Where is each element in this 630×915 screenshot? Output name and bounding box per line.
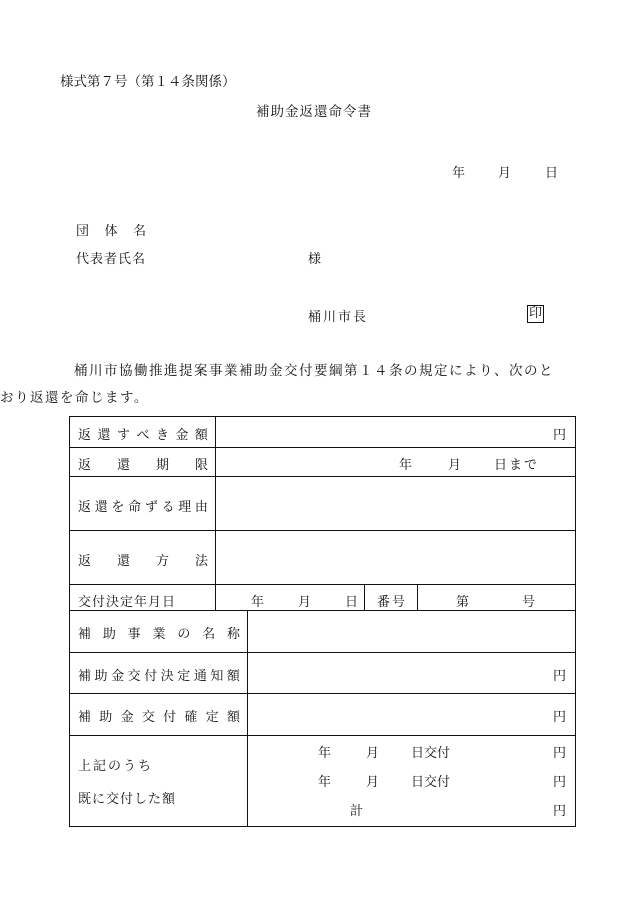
number-dai: 第: [456, 595, 470, 610]
paid-label-line-1: 上記のうち: [78, 759, 154, 774]
paid-2-year: 年: [318, 775, 332, 790]
paid-total-yen: 円: [553, 804, 567, 819]
paid-1-day: 日交付: [411, 746, 451, 761]
paid-1-year: 年: [318, 746, 332, 761]
deadline-day: 日まで: [494, 458, 540, 473]
notice-amount-label: 補 助 金 交 付 決 定 通 知 額: [78, 669, 240, 684]
issuer-name: 桶川市長: [308, 310, 369, 325]
paid-2-yen: 円: [553, 775, 567, 790]
paid-1-month: 月: [366, 746, 380, 761]
representative-name-label: 代表者氏名: [76, 252, 147, 267]
refund-amount-yen: 円: [553, 428, 567, 443]
number-go: 号: [522, 595, 536, 610]
date-month-label: 月: [498, 166, 512, 181]
project-name-label: 補 助 事 業 の 名 称: [78, 627, 240, 642]
number-label: 番号: [377, 595, 408, 610]
paid-2-day: 日交付: [411, 775, 451, 790]
seal-mark: 印: [529, 306, 543, 321]
date-year-label: 年: [452, 166, 466, 181]
group-name-label: 団 体 名: [76, 224, 146, 239]
deadline-label: 返 還 期 限: [78, 458, 208, 473]
paid-1-yen: 円: [553, 746, 567, 761]
decision-date-label: 交付決定年月日: [78, 595, 177, 610]
body-line-1: 桶川市協働推進提案事業補助金交付要綱第１４条の規定により、次のと: [74, 363, 554, 379]
refund-table: [69, 416, 576, 827]
deadline-month: 月: [448, 458, 462, 473]
confirmed-amount-yen: 円: [553, 710, 567, 725]
method-label: 返 還 方 法: [78, 554, 208, 569]
paid-total-label: 計: [350, 804, 364, 819]
decision-day: 日: [345, 595, 359, 610]
decision-month: 月: [298, 595, 312, 610]
document-title: 補助金返還命令書: [256, 104, 372, 120]
form-id: 様式第７号（第１４条関係）: [60, 74, 236, 90]
paid-2-month: 月: [366, 775, 380, 790]
date-day-label: 日: [545, 166, 559, 181]
reason-label: 返 還 を 命 ず る 理 由: [78, 500, 208, 515]
body-line-2: おり返還を命じます。: [0, 390, 149, 406]
refund-amount-label: 返 還 す べ き 金 額: [78, 428, 208, 443]
paid-label-line-2: 既に交付した額: [78, 792, 177, 807]
notice-amount-yen: 円: [553, 669, 567, 684]
decision-year: 年: [251, 595, 265, 610]
confirmed-amount-label: 補 助 金 交 付 確 定 額: [78, 710, 240, 725]
honorific: 様: [308, 252, 322, 267]
deadline-year: 年: [399, 458, 413, 473]
